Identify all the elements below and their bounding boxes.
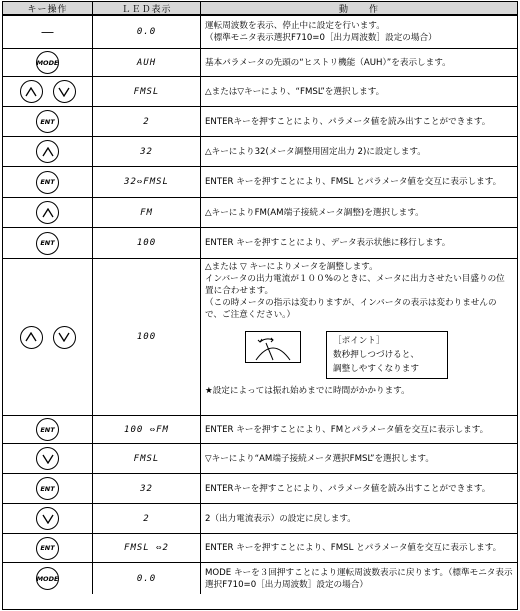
ent-key-icon: ENT: [36, 232, 59, 255]
action-text: [201, 167, 517, 198]
key-cell: [3, 167, 93, 198]
key-cell: [3, 504, 93, 534]
key-cell: [3, 77, 93, 107]
action-line: △キーにより32(メータ調整用固定出力 2)に設定します。: [205, 146, 426, 157]
action-line: （標準モニタ表示選択F710=0［出力周波数］設定の場合）: [205, 33, 437, 43]
action-text: [201, 259, 517, 416]
action-line: △キーによりFM(AM端子接続メータ調整)を選択します。: [205, 207, 424, 218]
action-text: [201, 504, 517, 534]
action-line: ENTERキーを押すことにより、パラメータ値を読み出すことができます。: [205, 116, 491, 127]
key-cell: [3, 137, 93, 167]
action-line: ▽キーにより“AM端子接続メータ選択FMSL”を選択します。: [205, 453, 434, 464]
up-key-icon: [20, 80, 43, 103]
point-line: 調整しやすくなります: [333, 364, 419, 374]
led-display: 2: [93, 504, 201, 534]
dash-glyph: ―: [41, 25, 54, 39]
action-line: ENTER キーを押すことにより、FMとパラメータ値を交互に表示します。: [205, 424, 489, 435]
led-display: 100 ⇔FM: [93, 416, 201, 444]
mode-key-icon: MODE: [36, 567, 59, 590]
key-cell: [3, 228, 93, 259]
action-line: △または▽キーにより、“FMSL”を選択します。: [205, 86, 385, 97]
point-line: 数秒押しつづけると、: [333, 350, 419, 360]
key-cell: [3, 534, 93, 563]
note-line: ★設定によっては振れ始めまでに時間がかかります。: [205, 386, 410, 396]
action-line: ENTER キーを押すことにより、FMSL とパラメータ値を交互に表示します。: [205, 177, 502, 187]
key-cell: [3, 563, 93, 594]
action-text: [201, 474, 517, 504]
led-display: FM: [93, 198, 201, 228]
led-display: 32: [93, 474, 201, 504]
key-cell: [3, 259, 93, 416]
key-cell: [3, 198, 93, 228]
up-key-icon: [36, 140, 59, 163]
up-key-icon: [20, 326, 43, 349]
action-text: [201, 137, 517, 167]
action-line: ENTERキーを押すことにより、パラメータ値を読み出すことができます。: [205, 483, 491, 494]
ent-key-icon: ENT: [36, 418, 59, 441]
key-cell: [3, 444, 93, 474]
led-display: 100: [93, 228, 201, 259]
action-text: [201, 563, 517, 594]
point-callout: [245, 331, 513, 379]
point-box: [326, 331, 448, 379]
header-key: キー操作: [3, 2, 93, 16]
action-line: 運転周波数を表示、停止中に設定を行います。: [205, 21, 385, 31]
header-action: 動 作: [201, 2, 517, 16]
led-display: 0.0: [93, 16, 201, 49]
up-key-icon: [36, 201, 59, 224]
meter-icon: [245, 331, 301, 363]
down-key-icon: [36, 507, 59, 530]
down-key-icon: [53, 80, 76, 103]
action-line: MODE キーを３回押すことにより運転周波数表示に戻ります。（標準モニタ表示選択F710=0［出力周波数］設定の場合）: [205, 567, 513, 590]
key-cell: [3, 107, 93, 137]
led-display: 0.0: [93, 563, 201, 594]
action-text: [201, 77, 517, 107]
ent-key-icon: ENT: [36, 477, 59, 500]
key-cell: [3, 416, 93, 444]
ent-key-icon: ENT: [36, 537, 59, 560]
action-line: 2（出力電流表示）の設定に戻します。: [205, 513, 356, 524]
action-text: [201, 534, 517, 563]
down-key-icon: [36, 447, 59, 470]
ent-key-icon: ENT: [36, 171, 59, 194]
action-line: △または ▽ キーによりメータを調整します。: [205, 262, 378, 272]
down-key-icon: [53, 326, 76, 349]
action-text: [201, 16, 517, 49]
led-display: FMSL: [93, 444, 201, 474]
led-display: AUH: [93, 49, 201, 77]
action-text: [201, 444, 517, 474]
ent-key-icon: ENT: [36, 110, 59, 133]
action-text: [201, 228, 517, 259]
action-line: インバータの出力電流が１００%のときに、メータに出力させたい目盛りの位置に合わせます。: [205, 274, 505, 296]
led-display: 100: [93, 259, 201, 416]
action-text: [201, 49, 517, 77]
action-text: [201, 198, 517, 228]
led-display: FMSL ⇔2: [93, 534, 201, 563]
action-line: （この時メータの指示は変わりますが、インバータの表示は変わりませんので、ご注意ください。）: [205, 298, 497, 320]
key-cell: [3, 49, 93, 77]
action-line: 基本パラメータの先頭の“ヒストリ機能（AUH）”を表示します。: [205, 57, 451, 68]
led-display: 32: [93, 137, 201, 167]
mode-key-icon: MODE: [36, 51, 59, 74]
procedure-table: [2, 1, 518, 610]
action-text: [201, 416, 517, 444]
header-led: ＬＥＤ表示: [93, 2, 201, 16]
action-line: ENTER キーを押すことにより、データ表示状態に移行します。: [205, 238, 451, 248]
action-line: ENTER キーを押すことにより、FMSL とパラメータ値を交互に表示します。: [205, 543, 502, 553]
led-display: 32⇔FMSL: [93, 167, 201, 198]
led-display: FMSL: [93, 77, 201, 107]
key-cell: [3, 474, 93, 504]
point-line: ［ポイント］: [333, 336, 385, 346]
key-cell: [3, 16, 93, 49]
action-text: [201, 107, 517, 137]
led-display: 2: [93, 107, 201, 137]
